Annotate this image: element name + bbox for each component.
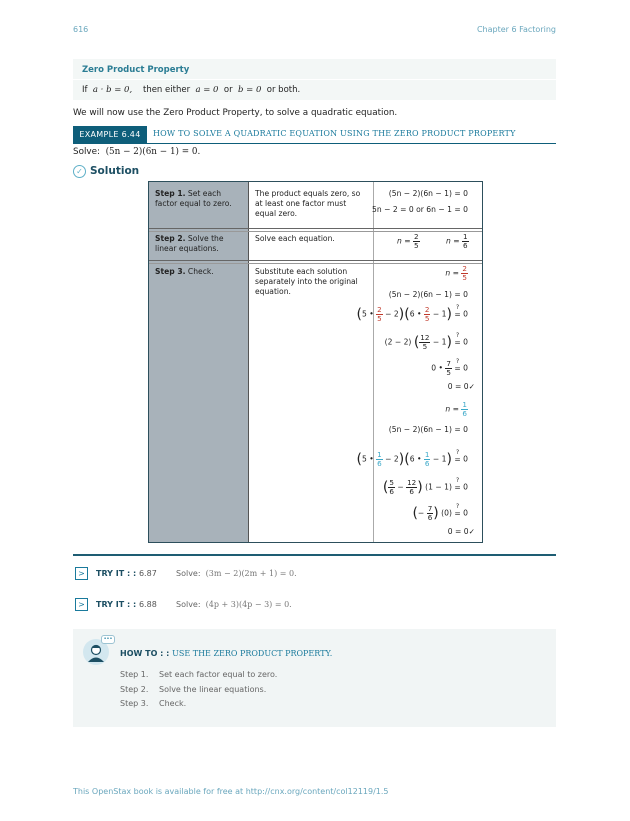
term: − 1	[432, 337, 447, 347]
step-1-number: Step 1.	[155, 189, 186, 198]
how-to-heading: USE THE ZERO PRODUCT PROPERTY.	[172, 649, 333, 658]
how-to-step-2-text: Solve the linear equations.	[159, 685, 267, 694]
how-to-step-1-num: Step 1.	[120, 670, 149, 679]
check-1-result: 0 = 0✓	[447, 382, 475, 391]
intro-text: We will now use the Zero Product Property, to solve a quadratic equation.	[73, 108, 398, 118]
how-to-title	[120, 649, 332, 658]
check-2-value	[445, 401, 468, 418]
n-equals: n =	[445, 404, 459, 414]
frac-num: 1	[462, 400, 467, 409]
row-divider	[149, 231, 482, 232]
row-divider	[149, 263, 482, 264]
example-problem	[73, 147, 200, 157]
step-1-text: Set each factor equal to zero.	[155, 189, 232, 208]
check-2-simplify: ( $\frac{5}{6}$ − $\frac{12}{6}$ ) (1 − 1) ? = 0	[382, 476, 468, 496]
step-2-number: Step 2.	[155, 234, 186, 243]
check-1-product	[431, 357, 468, 377]
frac-den: 6	[389, 487, 394, 496]
term: −	[397, 482, 404, 492]
try-solve-label: Solve:	[176, 569, 201, 578]
step-3-label	[155, 267, 245, 277]
zpp-case-b: b = 0	[238, 85, 262, 95]
frac-num: 2	[414, 232, 419, 241]
page-number: 616	[73, 25, 89, 34]
chapter-title: Chapter 6 Factoring	[476, 25, 556, 34]
chevron-right-icon[interactable]: >	[75, 567, 88, 580]
zpp-or-both: or both.	[266, 85, 301, 95]
zpp-divider	[73, 79, 556, 80]
term: 0	[463, 309, 468, 319]
example-title: HOW TO SOLVE A QUADRATIC EQUATION USING THE ZERO PRODUCT PROPERTY	[153, 129, 516, 138]
question-equals: ? =	[454, 303, 461, 319]
step-3-text: Check.	[187, 267, 214, 276]
example-end-rule	[73, 554, 556, 556]
frac-den: 6	[409, 487, 414, 496]
frac-num: 2	[424, 305, 430, 314]
frac-den: 5	[422, 342, 428, 351]
n-equals: n =	[445, 268, 459, 278]
step-2-solution-2	[446, 233, 469, 250]
question-mark: ?	[455, 331, 460, 339]
row-divider	[149, 260, 482, 261]
chevron-right-icon[interactable]: >	[75, 598, 88, 611]
check-2-substitution: (5 • $\frac{1}{6}$ − 2)(6 • $\frac{1}{6}$ − 1) ? = 0	[356, 448, 468, 468]
n-equals: n =	[397, 236, 411, 246]
frac-den: 6	[427, 513, 433, 522]
frac-num: 2	[462, 264, 467, 273]
zpp-premise: a · b = 0,	[92, 85, 133, 95]
frac-den: 5	[377, 314, 382, 323]
zpp-case-a: a = 0	[195, 85, 219, 95]
example-tag: EXAMPLE 6.44	[73, 126, 147, 143]
fraction	[462, 233, 469, 250]
how-to-label: HOW TO : :	[120, 649, 170, 658]
frac-den: 6	[462, 409, 467, 418]
zpp-statement	[82, 85, 300, 95]
zpp-or: or	[223, 85, 233, 95]
question-mark: ?	[455, 357, 460, 365]
fraction	[388, 479, 395, 496]
step-2-description: Solve each equation.	[255, 234, 335, 243]
fraction	[376, 451, 383, 468]
term: 0	[463, 363, 468, 373]
term: − 2	[385, 454, 399, 464]
frac-num: 12	[420, 333, 430, 342]
speech-bubble-icon: •••	[101, 635, 115, 644]
term: − 1	[432, 309, 447, 319]
try-equation: (4p + 3)(4p − 3) = 0.	[205, 600, 292, 609]
question-mark: ?	[455, 476, 460, 484]
check-2-result: 0 = 0✓	[447, 527, 475, 536]
row-divider	[149, 228, 482, 229]
try-it-label[interactable]	[96, 600, 157, 609]
question-mark: ?	[455, 303, 460, 311]
question-equals: ? =	[454, 476, 461, 492]
step-1-description: The product equals zero, so at least one factor must equal zero.	[255, 189, 361, 218]
step-3-description: Substitute each solution separately into the original equation.	[255, 267, 358, 296]
example-header	[73, 126, 556, 144]
question-equals: ? =	[454, 448, 461, 464]
question-equals: ? =	[454, 331, 461, 347]
term: 0	[463, 508, 468, 518]
step-1-equation: (5n − 2)(6n − 1) = 0	[388, 189, 468, 198]
check-1-substitution: (5 • $\frac{2}{5}$ − 2)(6 • $\frac{2}{5}$ − 1) ? = 0	[356, 303, 468, 323]
problem-equation: (5n − 2)(6n − 1) = 0.	[105, 147, 201, 157]
zero-product-property-box	[73, 59, 556, 100]
term: 0 •	[431, 363, 443, 373]
try-it-problem	[176, 569, 297, 578]
term: 0	[463, 337, 468, 347]
try-it-problem	[176, 600, 292, 609]
try-it-text: TRY IT : :	[96, 600, 137, 609]
term: −	[417, 508, 425, 518]
steps-table	[148, 181, 483, 543]
check-circle-icon: ✓	[73, 165, 86, 178]
fraction	[376, 306, 383, 323]
check-1-simplify: (2 − 2) ( $\frac{12}{5}$ − 1) ? = 0	[384, 331, 468, 351]
step-2-text: Solve the linear equations.	[155, 234, 224, 253]
how-to-step-3-num: Step 3.	[120, 699, 149, 708]
question-mark: ?	[455, 448, 460, 456]
term: (0)	[441, 508, 452, 518]
how-to-step-2-num: Step 2.	[120, 685, 149, 694]
zpp-title: Zero Product Property	[82, 65, 190, 75]
fraction	[461, 401, 468, 418]
frac-den: 5	[446, 368, 451, 377]
step-1-label	[155, 189, 245, 209]
frac-num: 12	[407, 478, 417, 487]
check-2-equation: (5n − 2)(6n − 1) = 0	[388, 425, 468, 434]
frac-den: 5	[414, 241, 419, 250]
try-it-label[interactable]	[96, 569, 157, 578]
column-divider	[373, 182, 374, 542]
frac-den: 6	[377, 459, 382, 468]
frac-num: 7	[446, 359, 451, 368]
fraction	[424, 306, 431, 323]
question-equals: ? =	[454, 502, 461, 518]
step-2-solution-1	[397, 233, 420, 250]
term: (2 − 2)	[384, 337, 412, 347]
term: 0	[463, 482, 468, 492]
solution-label: Solution	[90, 165, 140, 177]
try-equation: (3m − 2)(2m + 1) = 0.	[205, 569, 297, 578]
zpp-if: If	[82, 85, 88, 95]
column-divider	[248, 182, 249, 542]
zpp-then: then either	[142, 85, 191, 95]
fraction	[413, 233, 420, 250]
term: − 2	[385, 309, 399, 319]
try-it-number: 6.87	[138, 569, 157, 578]
term: 6 •	[409, 454, 422, 464]
check-1-value	[445, 265, 468, 282]
try-it-text: TRY IT : :	[96, 569, 137, 578]
footer-text: This OpenStax book is available for free at http://cnx.org/content/col12119/1.5	[73, 787, 389, 796]
step-3-number: Step 3.	[155, 267, 186, 276]
question-mark: ?	[455, 502, 460, 510]
fraction	[406, 479, 417, 496]
check-2-product: (− $\frac{7}{6}$ ) (0) ? = 0	[412, 502, 468, 522]
check-1-equation: (5n − 2)(6n − 1) = 0	[388, 290, 468, 299]
frac-num: 5	[389, 478, 394, 487]
frac-num: 2	[377, 305, 382, 314]
step-1-split: 5n − 2 = 0 or 6n − 1 = 0	[372, 205, 468, 214]
n-equals: n =	[446, 236, 460, 246]
frac-den: 5	[462, 273, 467, 282]
fraction	[424, 451, 431, 468]
step-2-label	[155, 234, 245, 254]
fraction	[445, 360, 452, 377]
solve-label: Solve:	[73, 147, 100, 157]
try-it-number: 6.88	[138, 600, 157, 609]
how-to-step-3-text: Check.	[159, 699, 187, 708]
question-equals: ? =	[454, 357, 461, 373]
frac-den: 6	[463, 241, 468, 250]
term: 5 •	[362, 309, 374, 319]
frac-num: 1	[377, 450, 382, 459]
term: − 1	[432, 454, 447, 464]
fraction	[461, 265, 468, 282]
term: 6 •	[409, 309, 422, 319]
how-to-step-1-text: Set each factor equal to zero.	[159, 670, 278, 679]
fraction	[419, 334, 430, 351]
how-to-box	[73, 629, 556, 727]
frac-den: 6	[424, 459, 430, 468]
frac-num: 1	[463, 232, 468, 241]
frac-num: 1	[424, 450, 430, 459]
try-solve-label: Solve:	[176, 600, 201, 609]
frac-den: 5	[424, 314, 430, 323]
term: 0	[463, 454, 468, 464]
term: 5 •	[362, 454, 374, 464]
frac-num: 7	[427, 504, 433, 513]
term: (1 − 1)	[425, 482, 452, 492]
